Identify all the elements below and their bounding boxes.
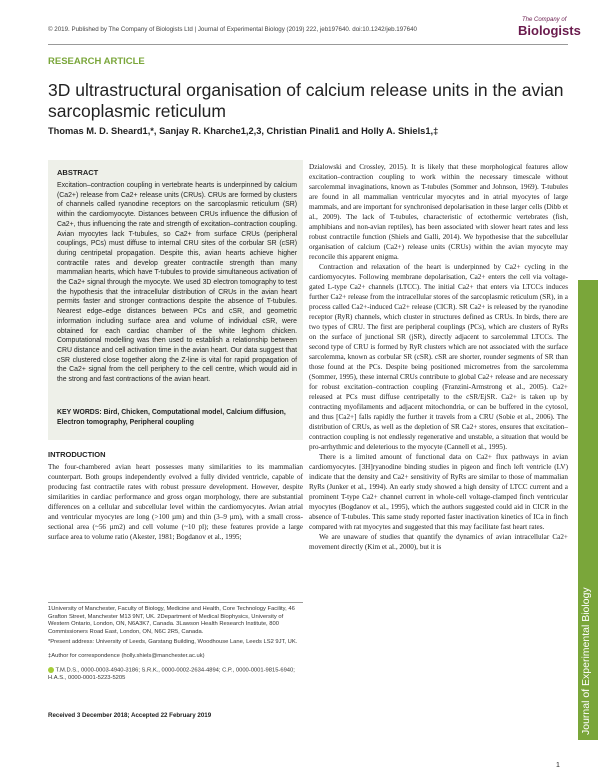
journal-topline: © 2019. Published by The Company of Biologists Ltd | Journal of Experimental Biology (2019) 222, jeb197640. doi:10.1242/jeb.197640: [48, 26, 417, 33]
keywords: KEY WORDS: Bird, Chicken, Computational model, Calcium diffusion, Electron tomography, Peripheral coupling: [57, 409, 286, 426]
publisher-logo: [508, 17, 581, 41]
logo-large-text: Biologists: [518, 23, 581, 38]
page-number: 1: [556, 762, 560, 769]
correspondence: ‡Author for correspondence (holly.shiels@manchester.ac.uk): [48, 652, 205, 659]
received-dates: Received 3 December 2018; Accepted 22 February 2019: [48, 712, 212, 719]
paragraph: We are unaware of studies that quantify the dynamics of avian intracellular Ca2+ movement directly (Kim et al., 2000), but it is: [309, 533, 568, 551]
abstract-heading: ABSTRACT: [57, 168, 99, 177]
orcid-list: [48, 667, 303, 683]
present-address: *Present address: University of Leeds, Garstang Building, Woodhouse Lane, Leeds LS2 9JT, UK.: [48, 639, 298, 646]
journal-sidebar: [578, 280, 598, 740]
paragraph: There is a limited amount of functional data on Ca2+ flux pathways in avian cardiomyocytes. [3H]ryanodine binding studies in pigeon and finch left ventricle (LV) indicate that the density and Ca2+ sensitivity of RyRs are similar to those of mammalian RyRs (Junker et al., 1994). An early study showed a high density of LTCC current and a prominent T-type Ca2+ channel current in whole-cell voltage-clamped finch ventricular myocytes (Bogdanov et al., 1995), which the authors suggested could aid in CICR in the absence of T-tubules. This same study reported faster inactivation kinetics of ICa in finch compared with rat myocytes and suggested that this may facilitate fast heart rates.: [309, 453, 568, 531]
footnotes: [48, 606, 303, 682]
orcid-icon: [48, 667, 54, 673]
logo-small-text: The Company of: [522, 17, 567, 23]
article-type: RESEARCH ARTICLE: [48, 56, 145, 67]
introduction-heading: INTRODUCTION: [48, 450, 106, 459]
abstract-text: Excitation–contraction coupling in vertebrate hearts is underpinned by calcium (Ca2+) release from Ca2+ release units (CRUs). CRUs are formed by clusters of channels called ryanodine receptors on the sarcoplasmic reticulum (SR) within the cardiomyocyte. Distances between CRUs influence the diffusion of Ca2+, thus influencing the rate and strength of excitation–contraction coupling. Avian myocytes lack T-tubules, so Ca2+ from surface CRUs (peripheral couplings, PCs) must diffuse to internal CRU sites of the corbular SR (cSR) during centripetal propagation. Despite this, avian hearts achieve higher contractile rates and develop greater contractile strength than many mammalian hearts, which have T-tubules to provide simultaneous activation of the Ca2+ signal through the myocyte. We used 3D electron tomography to test the hypothesis that the intracellular distribution of CRUs in the avian heart permits faster and stronger contractions despite the absence of T-tubules. Nearest edge–edge distances between PCs and cSR, and geometric information including surface area and volume of individual cSR, were obtained for each cardiac chamber of the white leghorn chicken. Computational modelling was then used to establish a relationship between CRU distance and cell activation time in the avian heart. Our data suggest that cSR clustered close together along the Z-line is vital for rapid propagation of the Ca2+ signal from the cell periphery to the cell centre, which would aid in the strong and fast contractions of the avian heart.: [57, 182, 297, 384]
introduction-text: The four-chambered avian heart possesses many similarities to its mammalian counterpart. Both groups independently evolved a fully divided ventricle, capable of producing fast contractile rates with robust pressure development. However, despite similarities in cardiac performance and gross organ morphology, there are substantial differences on a cellular and subcellular level within the cardiomyocytes. Avian atrial and ventricular myocytes are long (>100 µm) and thin (3–9 µm), with a small cross-sectional area (~56 µm2) and cell volume (~10 pl); these features provide a large surface area to volume ratio (Akester, 1981; Bogdanov et al., 1995;: [48, 463, 303, 541]
article-title: 3D ultrastructural organisation of calcium release units in the avian sarcoplasmic reticulum: [48, 80, 564, 121]
orcid-text: T.M.D.S., 0000-0003-4940-3186; S.R.K., 0000-0002-2634-4894; C.P., 0000-0001-9815-6940; H.A.S., 0000-0001-5223-5205: [48, 667, 295, 681]
footnote-rule: [48, 602, 303, 603]
paragraph: Dzialowski and Crossley, 2015). It is likely that these morphological features allow excitation–contraction coupling to work within the necessary timescale without sarcolemmal invaginations, known as T-tubules (Sommer and Johnson, 1969). T-tubules are found in all mammalian ventricular myocytes and in atrial myocytes of large mammals, and are important for synchronised depolarisation in these larger cells (Dibb et al., 2009). The lack of T-tubules, characteristic of ectothermic vertebrates (fish, amphibians and non-avian reptiles), has been associated with slower heart rates and less robust contractile function (Shiels and Galli, 2014). We hypothesise that the subcellular organisation of calcium (Ca2+) release units (CRUs) within the avian myocyte may reconcile this apparent enigma.: [309, 163, 568, 261]
header-rule: [48, 44, 568, 45]
affiliations: 1University of Manchester, Faculty of Biology, Medicine and Health, Core Technology Facility, 46 Grafton Street, Manchester M13 9NT, UK. 2Department of Medical Biophysics, University of Western Ontario, London, ON, N6A3K7, Canada. 3Lawson Health Research Institute, 800 Commissioners Road East, London, ON, N6C 2R5, Canada.: [48, 606, 295, 635]
paragraph: Contraction and relaxation of the heart is underpinned by Ca2+ cycling in the cardiomyocytes. Following membrane depolarisation, Ca2+ enters the cell via voltage-gated L-type Ca2+ channels (LTCC). The initial Ca2+ that enters via LTCCs induces further Ca2+ release from the intracellular stores of the sarcoplasmic reticulum (SR), in a process called Ca2+-induced Ca2+ release (CICR). SR Ca2+ is released by the ryanodine receptor (RyR) channels, which cluster in structures defined as CRUs. In birds, there are two types of CRU. The first are peripheral couplings (PCs), which are clusters of RyRs on the surface of junctional SR (jSR), directly adjacent to sarcolemmal LTCCs. The second type of CRU is formed by RyR clusters which are not associated with the surface sarcolemma, known as corbular SR (cSR). cSR are shorter, rounder segments of SR than those found at the PCs. Despite being positioned micrometres from the sarcolemma (Sommer, 1995), these internal CRUs contribute to global Ca2+ release and are necessary for robust excitation–contraction coupling (Franzini-Armstrong et al., 2005). Ca2+ released at PCs must diffuse centripetally to the cSR/EjSR. Ca2+ is taken up by contracting myofilaments and adjacent mitochondria, or can be buffered in the cytosol, and thus [Ca2+] falls rapidly the further it travels from a CRU (Sobie et al., 2006). The distribution of CRUs, as well as the depletion of SR Ca2+ stores, ensures that excitation–contraction coupling is not endlessly regenerative and unstable, a situation that would be pro-arrhythmic and deleterious to the myocyte (Cannell et al., 1995).: [309, 263, 568, 451]
right-column: [309, 162, 568, 552]
author-list: Thomas M. D. Sheard1,*, Sanjay R. Kharche1,2,3, Christian Pinali1 and Holly A. Shiels1,‡: [48, 126, 439, 136]
sidebar-journal-name: Journal of Experimental Biology: [580, 587, 592, 735]
